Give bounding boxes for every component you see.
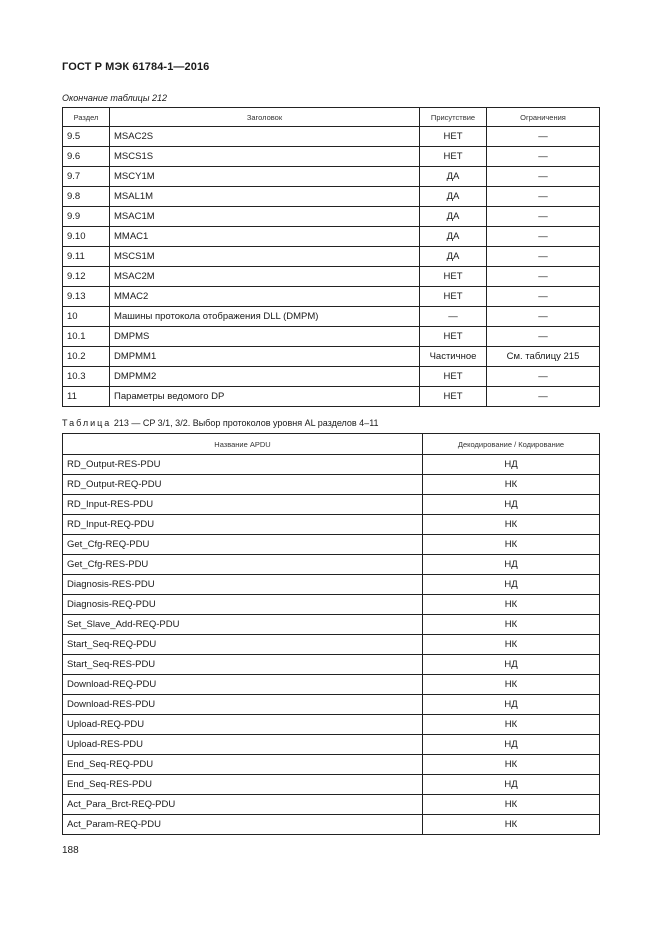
section-cell: 10 <box>63 307 110 327</box>
column-header-decoding-encoding: Декодирование / Кодирование <box>423 434 600 455</box>
title-cell: MMAC2 <box>110 287 420 307</box>
presence-cell: ДА <box>420 227 487 247</box>
title-cell: MSAC2S <box>110 127 420 147</box>
table-213-header-row <box>63 434 600 455</box>
presence-cell: ДА <box>420 207 487 227</box>
table-row <box>63 575 600 595</box>
section-cell: 9.11 <box>63 247 110 267</box>
section-cell: 9.9 <box>63 207 110 227</box>
decoding-cell: НД <box>423 775 600 795</box>
table-213-caption-label: Таблица <box>62 418 112 428</box>
restrictions-cell: — <box>487 127 600 147</box>
section-cell: 11 <box>63 387 110 407</box>
presence-cell: НЕТ <box>420 287 487 307</box>
decoding-cell: НД <box>423 495 600 515</box>
section-cell: 9.10 <box>63 227 110 247</box>
table-row <box>63 387 600 407</box>
apdu-name-cell: Upload-RES-PDU <box>63 735 423 755</box>
restrictions-cell: — <box>487 327 600 347</box>
apdu-name-cell: Start_Seq-RES-PDU <box>63 655 423 675</box>
table-row <box>63 715 600 735</box>
table-row <box>63 147 600 167</box>
table-row <box>63 327 600 347</box>
column-header-section: Раздел <box>63 108 110 127</box>
table-row <box>63 227 600 247</box>
apdu-name-cell: RD_Input-RES-PDU <box>63 495 423 515</box>
decoding-cell: НК <box>423 515 600 535</box>
table-row <box>63 635 600 655</box>
title-cell: MMAC1 <box>110 227 420 247</box>
table-row <box>63 475 600 495</box>
section-cell: 9.6 <box>63 147 110 167</box>
table-row <box>63 555 600 575</box>
table-213-caption-text: 213 — CP 3/1, 3/2. Выбор протоколов уровня AL разделов 4–11 <box>113 418 379 428</box>
apdu-name-cell: Diagnosis-RES-PDU <box>63 575 423 595</box>
title-cell: DMPMM2 <box>110 367 420 387</box>
apdu-name-cell: RD_Output-RES-PDU <box>63 455 423 475</box>
section-cell: 9.5 <box>63 127 110 147</box>
apdu-name-cell: Set_Slave_Add-REQ-PDU <box>63 615 423 635</box>
table-213-caption <box>62 418 379 428</box>
title-cell: MSCS1M <box>110 247 420 267</box>
table-row <box>63 267 600 287</box>
table-row <box>63 515 600 535</box>
decoding-cell: НД <box>423 655 600 675</box>
presence-cell: ДА <box>420 187 487 207</box>
table-row <box>63 655 600 675</box>
decoding-cell: НД <box>423 575 600 595</box>
table-row <box>63 287 600 307</box>
table-row <box>63 675 600 695</box>
decoding-cell: НД <box>423 695 600 715</box>
restrictions-cell: См. таблицу 215 <box>487 347 600 367</box>
title-cell: MSCY1M <box>110 167 420 187</box>
restrictions-cell: — <box>487 207 600 227</box>
restrictions-cell: — <box>487 267 600 287</box>
table-row <box>63 247 600 267</box>
title-cell: MSAC1M <box>110 207 420 227</box>
presence-cell: — <box>420 307 487 327</box>
column-header-restrictions: Ограничения <box>487 108 600 127</box>
document-header: ГОСТ Р МЭК 61784-1—2016 <box>62 61 210 73</box>
presence-cell: ДА <box>420 247 487 267</box>
presence-cell: НЕТ <box>420 387 487 407</box>
apdu-name-cell: End_Seq-REQ-PDU <box>63 755 423 775</box>
restrictions-cell: — <box>487 187 600 207</box>
table-row <box>63 307 600 327</box>
title-cell: Параметры ведомого DP <box>110 387 420 407</box>
decoding-cell: НК <box>423 675 600 695</box>
presence-cell: НЕТ <box>420 127 487 147</box>
table-row <box>63 695 600 715</box>
table-212-header-row <box>63 108 600 127</box>
table-row <box>63 775 600 795</box>
table-212-caption: Окончание таблицы 212 <box>62 93 167 103</box>
presence-cell: НЕТ <box>420 147 487 167</box>
apdu-name-cell: RD_Input-REQ-PDU <box>63 515 423 535</box>
apdu-name-cell: Download-RES-PDU <box>63 695 423 715</box>
restrictions-cell: — <box>487 387 600 407</box>
table-row <box>63 347 600 367</box>
page-number: 188 <box>62 845 79 856</box>
title-cell: MSCS1S <box>110 147 420 167</box>
restrictions-cell: — <box>487 227 600 247</box>
table-row <box>63 535 600 555</box>
apdu-name-cell: RD_Output-REQ-PDU <box>63 475 423 495</box>
apdu-name-cell: End_Seq-RES-PDU <box>63 775 423 795</box>
apdu-name-cell: Get_Cfg-RES-PDU <box>63 555 423 575</box>
table-row <box>63 187 600 207</box>
table-row <box>63 127 600 147</box>
column-header-apdu-name: Название APDU <box>63 434 423 455</box>
decoding-cell: НК <box>423 795 600 815</box>
presence-cell: НЕТ <box>420 367 487 387</box>
decoding-cell: НК <box>423 815 600 835</box>
restrictions-cell: — <box>487 247 600 267</box>
decoding-cell: НК <box>423 755 600 775</box>
table-row <box>63 795 600 815</box>
table-row <box>63 735 600 755</box>
decoding-cell: НД <box>423 735 600 755</box>
section-cell: 9.13 <box>63 287 110 307</box>
table-213 <box>62 433 600 835</box>
table-row <box>63 495 600 515</box>
restrictions-cell: — <box>487 167 600 187</box>
section-cell: 10.1 <box>63 327 110 347</box>
decoding-cell: НК <box>423 475 600 495</box>
table-row <box>63 455 600 475</box>
column-header-title: Заголовок <box>110 108 420 127</box>
decoding-cell: НК <box>423 595 600 615</box>
apdu-name-cell: Diagnosis-REQ-PDU <box>63 595 423 615</box>
title-cell: MSAC2M <box>110 267 420 287</box>
title-cell: Машины протокола отображения DLL (DMPM) <box>110 307 420 327</box>
table-row <box>63 615 600 635</box>
table-row <box>63 367 600 387</box>
apdu-name-cell: Get_Cfg-REQ-PDU <box>63 535 423 555</box>
section-cell: 10.3 <box>63 367 110 387</box>
restrictions-cell: — <box>487 287 600 307</box>
apdu-name-cell: Upload-REQ-PDU <box>63 715 423 735</box>
table-row <box>63 815 600 835</box>
restrictions-cell: — <box>487 367 600 387</box>
table-row <box>63 167 600 187</box>
apdu-name-cell: Start_Seq-REQ-PDU <box>63 635 423 655</box>
decoding-cell: НК <box>423 635 600 655</box>
table-row <box>63 595 600 615</box>
decoding-cell: НК <box>423 535 600 555</box>
section-cell: 9.7 <box>63 167 110 187</box>
table-212 <box>62 107 600 407</box>
presence-cell: ДА <box>420 167 487 187</box>
apdu-name-cell: Act_Param-REQ-PDU <box>63 815 423 835</box>
apdu-name-cell: Download-REQ-PDU <box>63 675 423 695</box>
table-row <box>63 755 600 775</box>
section-cell: 9.8 <box>63 187 110 207</box>
presence-cell: НЕТ <box>420 267 487 287</box>
decoding-cell: НК <box>423 715 600 735</box>
presence-cell: Частичное <box>420 347 487 367</box>
restrictions-cell: — <box>487 147 600 167</box>
section-cell: 10.2 <box>63 347 110 367</box>
decoding-cell: НК <box>423 615 600 635</box>
section-cell: 9.12 <box>63 267 110 287</box>
title-cell: DMPMS <box>110 327 420 347</box>
title-cell: DMPMM1 <box>110 347 420 367</box>
column-header-presence: Присутствие <box>420 108 487 127</box>
table-row <box>63 207 600 227</box>
apdu-name-cell: Act_Para_Brct-REQ-PDU <box>63 795 423 815</box>
presence-cell: НЕТ <box>420 327 487 347</box>
decoding-cell: НД <box>423 455 600 475</box>
decoding-cell: НД <box>423 555 600 575</box>
title-cell: MSAL1M <box>110 187 420 207</box>
restrictions-cell: — <box>487 307 600 327</box>
